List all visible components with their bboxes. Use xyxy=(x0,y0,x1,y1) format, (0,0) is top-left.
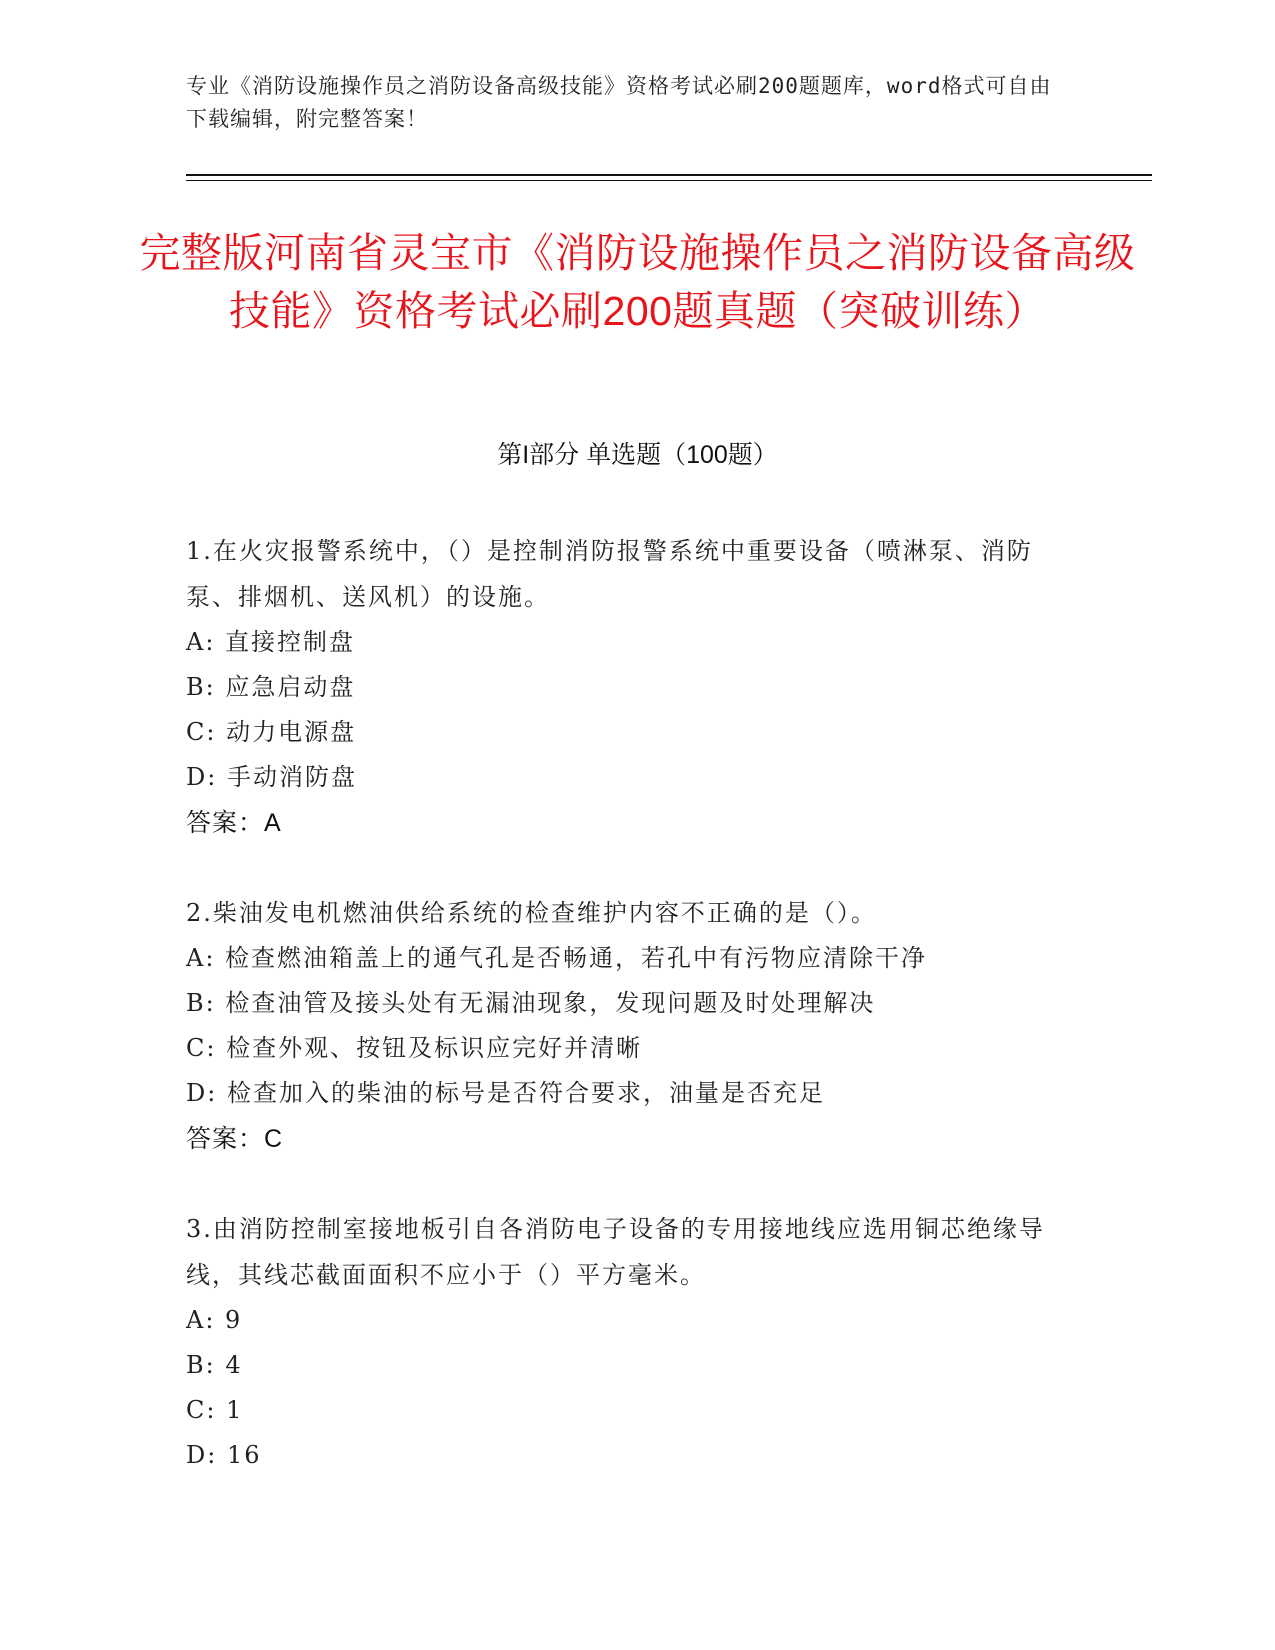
option-b: B: 应急启动盘 xyxy=(186,673,356,701)
option-a: A: 直接控制盘 xyxy=(186,628,356,656)
option-d: D: 16 xyxy=(186,1441,262,1469)
option-c: C: 1 xyxy=(186,1396,244,1424)
option-d: D: 手动消防盘 xyxy=(186,763,357,791)
section-title: 第I部分 单选题（100题） xyxy=(497,441,778,469)
answer: 答案：C xyxy=(186,1125,284,1153)
option-d: D: 检查加入的柴油的标号是否符合要求，油量是否充足 xyxy=(186,1079,825,1107)
question-stem: 1.在火灾报警系统中，（）是控制消防报警系统中重要设备（喷淋泵、消防泵、排烟机、送风机）的设施。 xyxy=(186,537,1033,611)
question-2 xyxy=(186,890,1066,1162)
option-b: B: 4 xyxy=(186,1351,243,1379)
option-c: C: 动力电源盘 xyxy=(186,718,357,746)
header-note: 专业《消防设施操作员之消防设备高级技能》资格考试必刷200题题库，word格式可自由下载编辑，附完整答案！ xyxy=(186,74,1052,131)
document-title: 完整版河南省灵宝市《消防设施操作员之消防设备高级技能》资格考试必刷200题真题（突破训练） xyxy=(139,230,1136,334)
header-rule-thin xyxy=(186,180,1152,181)
header-rule-thick xyxy=(186,174,1152,176)
question-list xyxy=(186,528,1066,1522)
option-c: C: 检查外观、按钮及标识应完好并清晰 xyxy=(186,1034,643,1062)
question-1 xyxy=(186,528,1066,846)
option-a: A: 检查燃油箱盖上的通气孔是否畅通，若孔中有污物应清除干净 xyxy=(186,944,928,972)
option-b: B: 检查油管及接头处有无漏油现象，发现问题及时处理解决 xyxy=(186,989,876,1017)
question-stem: 3.由消防控制室接地板引自各消防电子设备的专用接地线应选用铜芯绝缘导线，其线芯截面面积不应小于（）平方毫米。 xyxy=(186,1215,1045,1289)
question-stem: 2.柴油发电机燃油供给系统的检查维护内容不正确的是（）。 xyxy=(186,899,877,927)
question-3 xyxy=(186,1206,1066,1478)
answer: 答案：A xyxy=(186,809,282,837)
option-a: A: 9 xyxy=(186,1306,243,1334)
